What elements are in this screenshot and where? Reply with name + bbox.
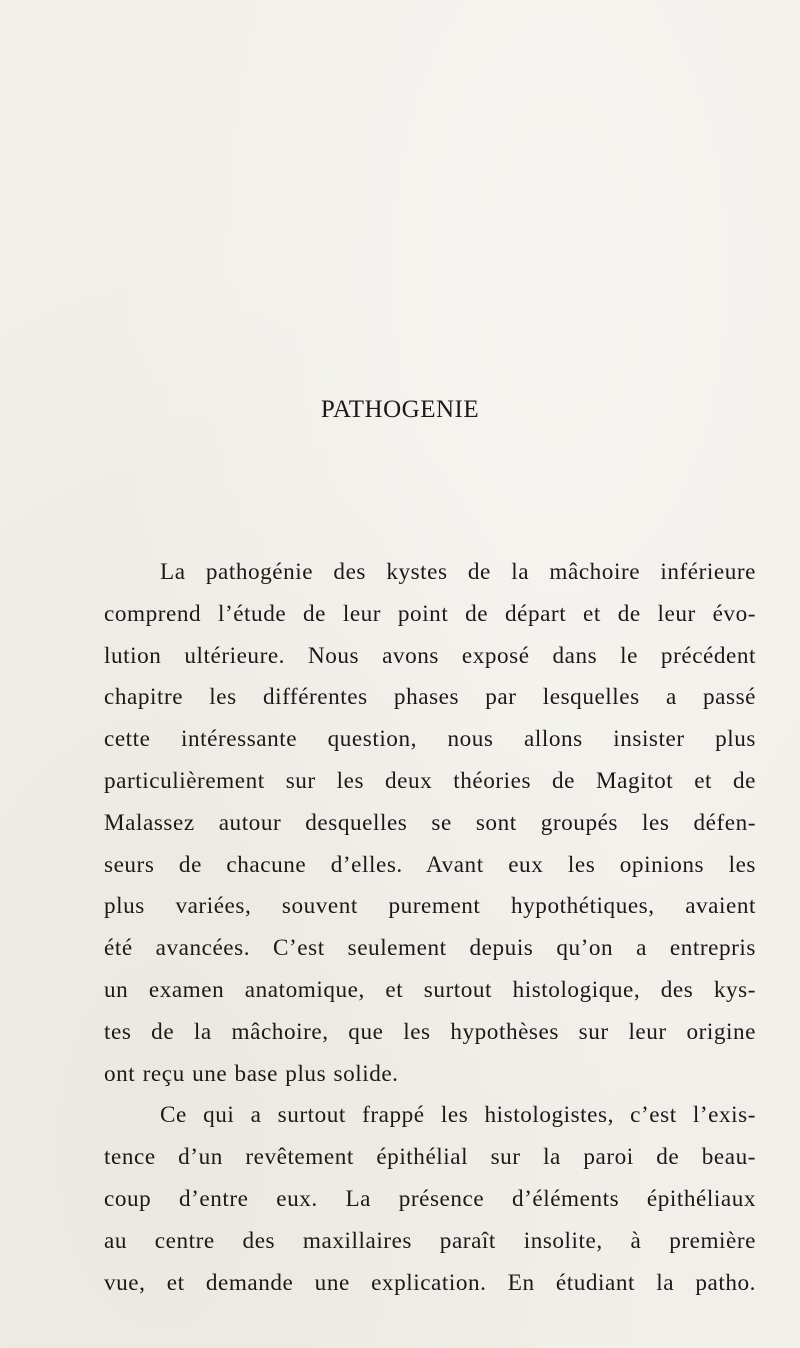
text-line: particulièrement sur les deux théories de Magitot et de [104, 767, 756, 794]
body-text [104, 552, 756, 1304]
text-line: un examen anatomique, et surtout histologique, des kys- [104, 976, 756, 1003]
text-line: Malassez autour desquelles se sont groupés les défen- [104, 809, 756, 836]
text-line: plus variées, souvent purement hypothétiques, avaient [104, 893, 756, 920]
text-line: La pathogénie des kystes de la mâchoire inférieure [160, 559, 756, 585]
text-line: au centre des maxillaires paraît insolite, à première [104, 1227, 756, 1254]
text-line: Ce qui a surtout frappé les histologistes, c’est l’exis- [160, 1102, 756, 1129]
chapter-title: PATHOGENIE [320, 396, 480, 423]
text-line: seurs de chacune d’elles. Avant eux les opinions les [104, 851, 756, 878]
text-line: tes de la mâchoire, que les hypothèses sur leur origine [104, 1018, 756, 1045]
text-line: ont reçu une base plus solide. [104, 1060, 399, 1087]
text-line: chapitre les différentes phases par lesquelles a passé [104, 684, 756, 711]
text-line: comprend l’étude de leur point de départ et de leur évo- [104, 600, 756, 627]
text-line: lution ultérieure. Nous avons exposé dans le précédent [104, 642, 756, 669]
text-line: vue, et demande une explication. En étudiant la patho. [104, 1269, 756, 1296]
text-line: tence d’un revêtement épithélial sur la paroi de beau- [104, 1144, 756, 1171]
text-line: coup d’entre eux. La présence d’éléments épithéliaux [104, 1185, 756, 1212]
text-line: été avancées. C’est seulement depuis qu’on a entrepris [104, 935, 756, 962]
text-line: cette intéressante question, nous allons insister plus [104, 726, 756, 753]
